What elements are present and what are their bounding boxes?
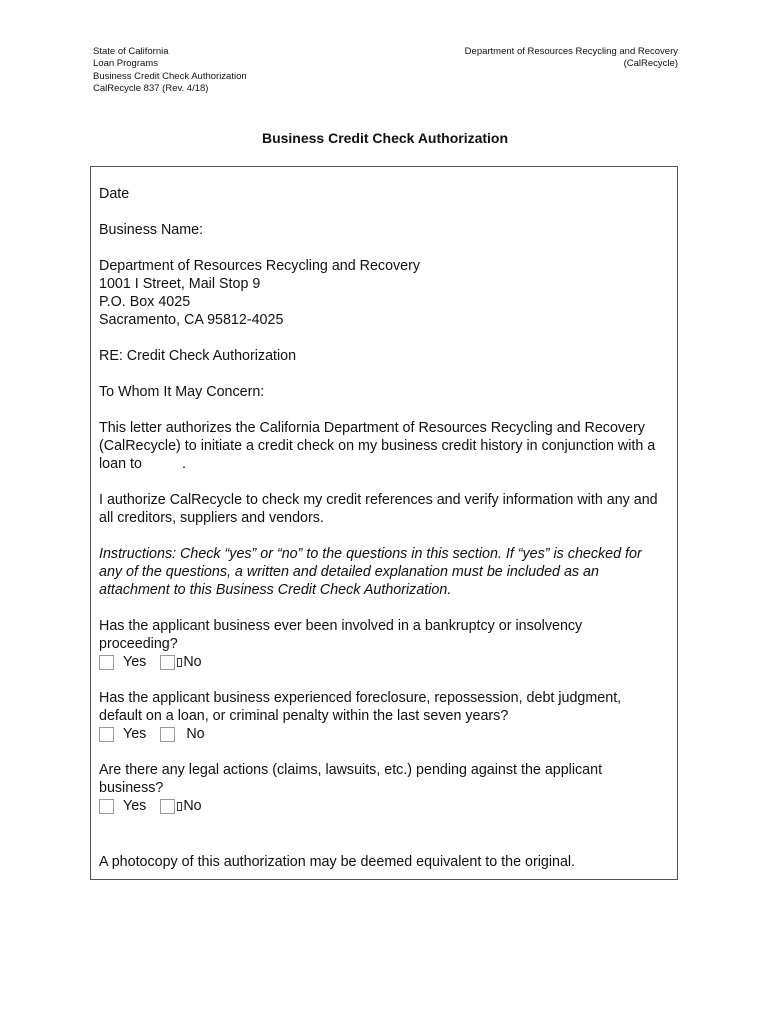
no-label: No xyxy=(183,654,202,670)
no-checkbox[interactable] xyxy=(160,727,175,742)
question-legal-actions: Are there any legal actions (claims, lawsuits, etc.) pending against the applicant business? xyxy=(99,762,603,796)
authorization-paragraph xyxy=(99,419,664,473)
yes-checkbox[interactable] xyxy=(99,655,114,670)
yes-checkbox[interactable] xyxy=(99,727,114,742)
missing-glyph-icon xyxy=(177,658,182,667)
yes-label: Yes xyxy=(123,726,147,742)
no-label: No xyxy=(183,798,202,814)
salutation: To Whom It May Concern: xyxy=(99,384,265,400)
address-line: Sacramento, CA 95812-4025 xyxy=(99,312,284,328)
authorization-text: This letter authorizes the California Department of Resources Recycling and Recovery (CalRecycle) to initiate a credit check on my business credit history in conjunction with a loan to xyxy=(99,420,656,472)
authorization-form xyxy=(90,166,678,880)
mailing-address xyxy=(99,257,664,329)
yes-label: Yes xyxy=(123,798,147,814)
form-body xyxy=(99,185,664,871)
page-title: Business Credit Check Authorization xyxy=(261,130,509,146)
photocopy-note: A photocopy of this authorization may be deemed equivalent to the original. xyxy=(99,854,576,870)
missing-glyph-icon xyxy=(177,802,182,811)
no-label: No xyxy=(186,726,205,742)
header-department: Department of Resources Recycling and Recovery xyxy=(464,46,678,57)
header-form-name: Business Credit Check Authorization xyxy=(93,70,247,82)
instructions-paragraph: Instructions: Check “yes” or “no” to the questions in this section. If “yes” is checked for any of the questions, a written and detailed explanation must be included as an attachment to this Business Credit Check Authorization. xyxy=(99,546,642,598)
references-paragraph: I authorize CalRecycle to check my credit references and verify information with any and all creditors, suppliers and vendors. xyxy=(99,492,658,526)
yes-label: Yes xyxy=(123,654,147,670)
answer-row-foreclosure xyxy=(99,725,664,743)
question-foreclosure: Has the applicant business experienced foreclosure, repossession, debt judgment, default on a loan, or criminal penalty within the last seven years? xyxy=(99,690,622,724)
header-department-abbrev: (CalRecycle) xyxy=(623,58,678,70)
date-label: Date xyxy=(99,186,130,202)
question-bankruptcy: Has the applicant business ever been involved in a bankruptcy or insolvency proceeding? xyxy=(99,618,583,652)
header-right xyxy=(465,46,678,71)
authorization-period: . xyxy=(181,456,186,472)
no-checkbox[interactable] xyxy=(160,799,175,814)
business-name-label: Business Name: xyxy=(99,222,204,238)
no-checkbox[interactable] xyxy=(160,655,175,670)
header-left xyxy=(93,46,247,95)
address-line: P.O. Box 4025 xyxy=(99,294,191,310)
answer-row-bankruptcy xyxy=(99,653,664,671)
address-line: Department of Resources Recycling and Recovery xyxy=(99,258,421,274)
address-line: 1001 I Street, Mail Stop 9 xyxy=(99,276,261,292)
header-program: Loan Programs xyxy=(93,58,158,70)
yes-checkbox[interactable] xyxy=(99,799,114,814)
header-state: State of California xyxy=(93,46,169,57)
answer-row-legal-actions xyxy=(99,797,664,815)
re-line: RE: Credit Check Authorization xyxy=(99,348,297,364)
header-form-number: CalRecycle 837 (Rev. 4/18) xyxy=(93,82,209,94)
